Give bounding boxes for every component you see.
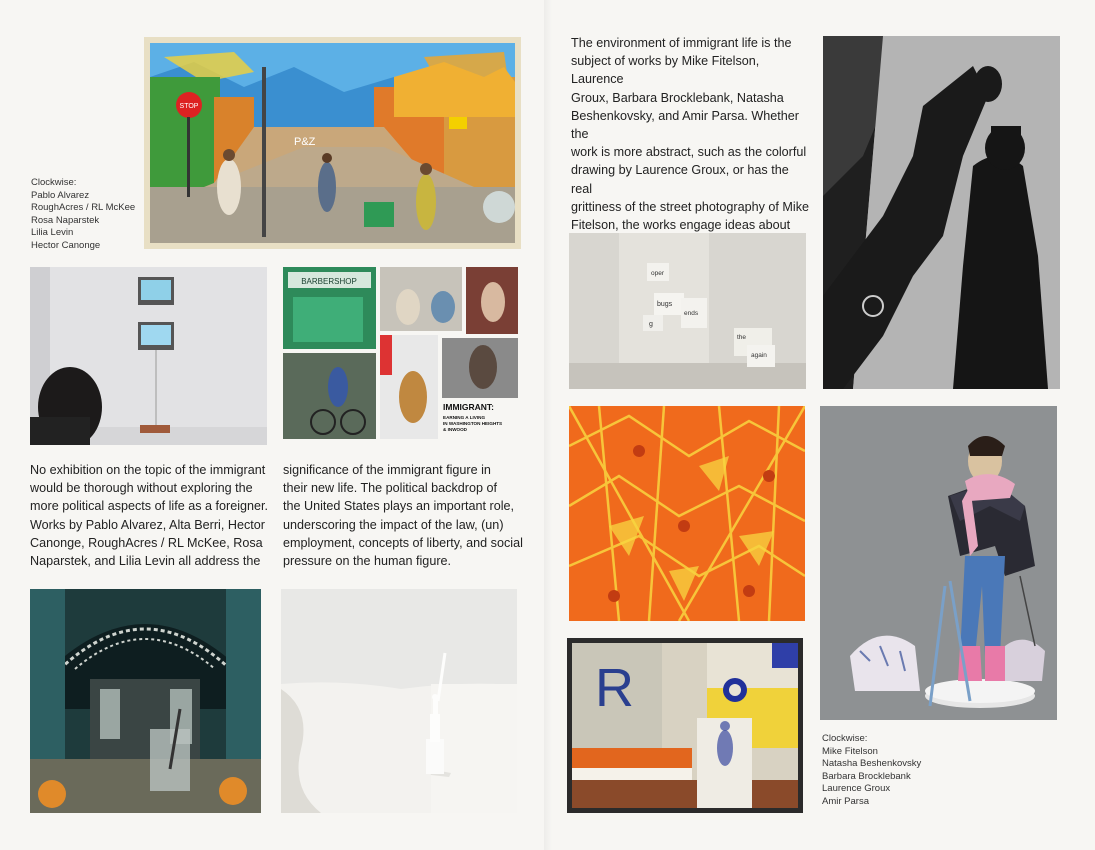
collage-title-text: IMMIGRANT: <box>443 402 494 412</box>
caption-name: Hector Canonge <box>31 239 101 251</box>
graffiti-text: P&Z <box>294 136 316 148</box>
text-line: Fitelson, the works engage ideas about <box>571 218 791 233</box>
barbershop-sign-text: BARBERSHOP <box>301 277 357 286</box>
text-line: significance of the immigrant figure in <box>283 463 491 477</box>
note-word: bugs <box>657 301 673 308</box>
note-word: oper <box>651 270 665 277</box>
text-line: Canonge, RoughAcres / RL McKee, Rosa <box>30 535 263 550</box>
caption-left <box>31 177 135 253</box>
caption-heading: Clockwise: <box>822 733 868 744</box>
text-line: drawing by Laurence Groux, or has the real <box>571 163 789 196</box>
text-line: Beshenkovsky, and Amir Parsa. Whether the <box>571 108 799 142</box>
text-line: the United States plays an important role, <box>283 499 515 514</box>
text-line: pressure on the human figure. <box>283 554 452 569</box>
orange-abstract-drawing <box>569 406 805 621</box>
caption-name: Barbara Brocklebank <box>822 770 911 782</box>
collage-subtitle-line: IN WASHINGTON HEIGHTS <box>443 421 503 426</box>
statue-of-liberty-photo <box>281 589 517 813</box>
note-word: ends <box>684 310 699 317</box>
mixed-media-collage-image <box>567 638 803 813</box>
caption-name: Pablo Alvarez <box>31 189 90 201</box>
text-line: their new life. The political backdrop of <box>283 481 497 496</box>
stop-sign-text: STOP <box>179 103 199 110</box>
caption-name: RoughAcres / RL McKee <box>31 202 136 214</box>
collage-letter: R <box>595 658 634 718</box>
text-line: underscoring the impact of the law, (un) <box>283 517 504 532</box>
caption-heading: Clockwise: <box>31 177 77 188</box>
political-aspects-paragraph <box>30 461 270 570</box>
caption-right <box>822 733 921 809</box>
text-line: The environment of immigrant life is the <box>571 36 792 50</box>
collage-subtitle-line: EARNING A LIVING <box>443 415 486 420</box>
political-aspects-paragraph-continued <box>283 461 523 570</box>
still-life-print-image <box>30 589 261 813</box>
caption-name: Mike Fitelson <box>822 745 878 757</box>
caption-name: Natasha Beshenkovsky <box>822 758 922 770</box>
text-line: Naparstek, and Lilia Levin all address the <box>30 554 261 569</box>
caption-name: Amir Parsa <box>822 795 869 807</box>
immigrant-photo-collage <box>283 267 518 439</box>
note-word: again <box>751 352 767 359</box>
mural-painting-image <box>144 37 521 249</box>
text-line: Groux, Barbara Brocklebank, Natasha <box>571 90 784 105</box>
text-line: employment, concepts of liberty, and social <box>283 535 523 550</box>
text-line: subject of works by Mike Fitelson, Laurence <box>571 54 760 87</box>
text-line: work is more abstract, such as the colorful <box>571 145 807 160</box>
note-word: g <box>649 321 653 328</box>
text-line: grittiness of the street photography of Mike <box>571 199 810 214</box>
text-line: Works by Pablo Alvarez, Alta Berri, Hector <box>30 517 265 532</box>
caption-name: Laurence Groux <box>822 783 891 795</box>
caption-name: Lilia Levin <box>31 227 74 239</box>
notes-on-wall-photo <box>569 233 806 389</box>
video-installation-photo <box>30 267 267 445</box>
page-spine <box>544 0 552 850</box>
note-word: the <box>737 334 747 341</box>
caption-name: Rosa Naparstek <box>31 214 100 226</box>
text-line: would be thorough without exploring the <box>30 481 253 496</box>
text-line: more political aspects of life as a foreigner. <box>30 499 269 514</box>
figurine-sculpture-photo <box>820 406 1057 720</box>
collage-subtitle-line: & INWOOD <box>443 427 467 432</box>
street-shadow-photo <box>823 36 1060 389</box>
text-line: No exhibition on the topic of the immigrant <box>30 463 266 477</box>
